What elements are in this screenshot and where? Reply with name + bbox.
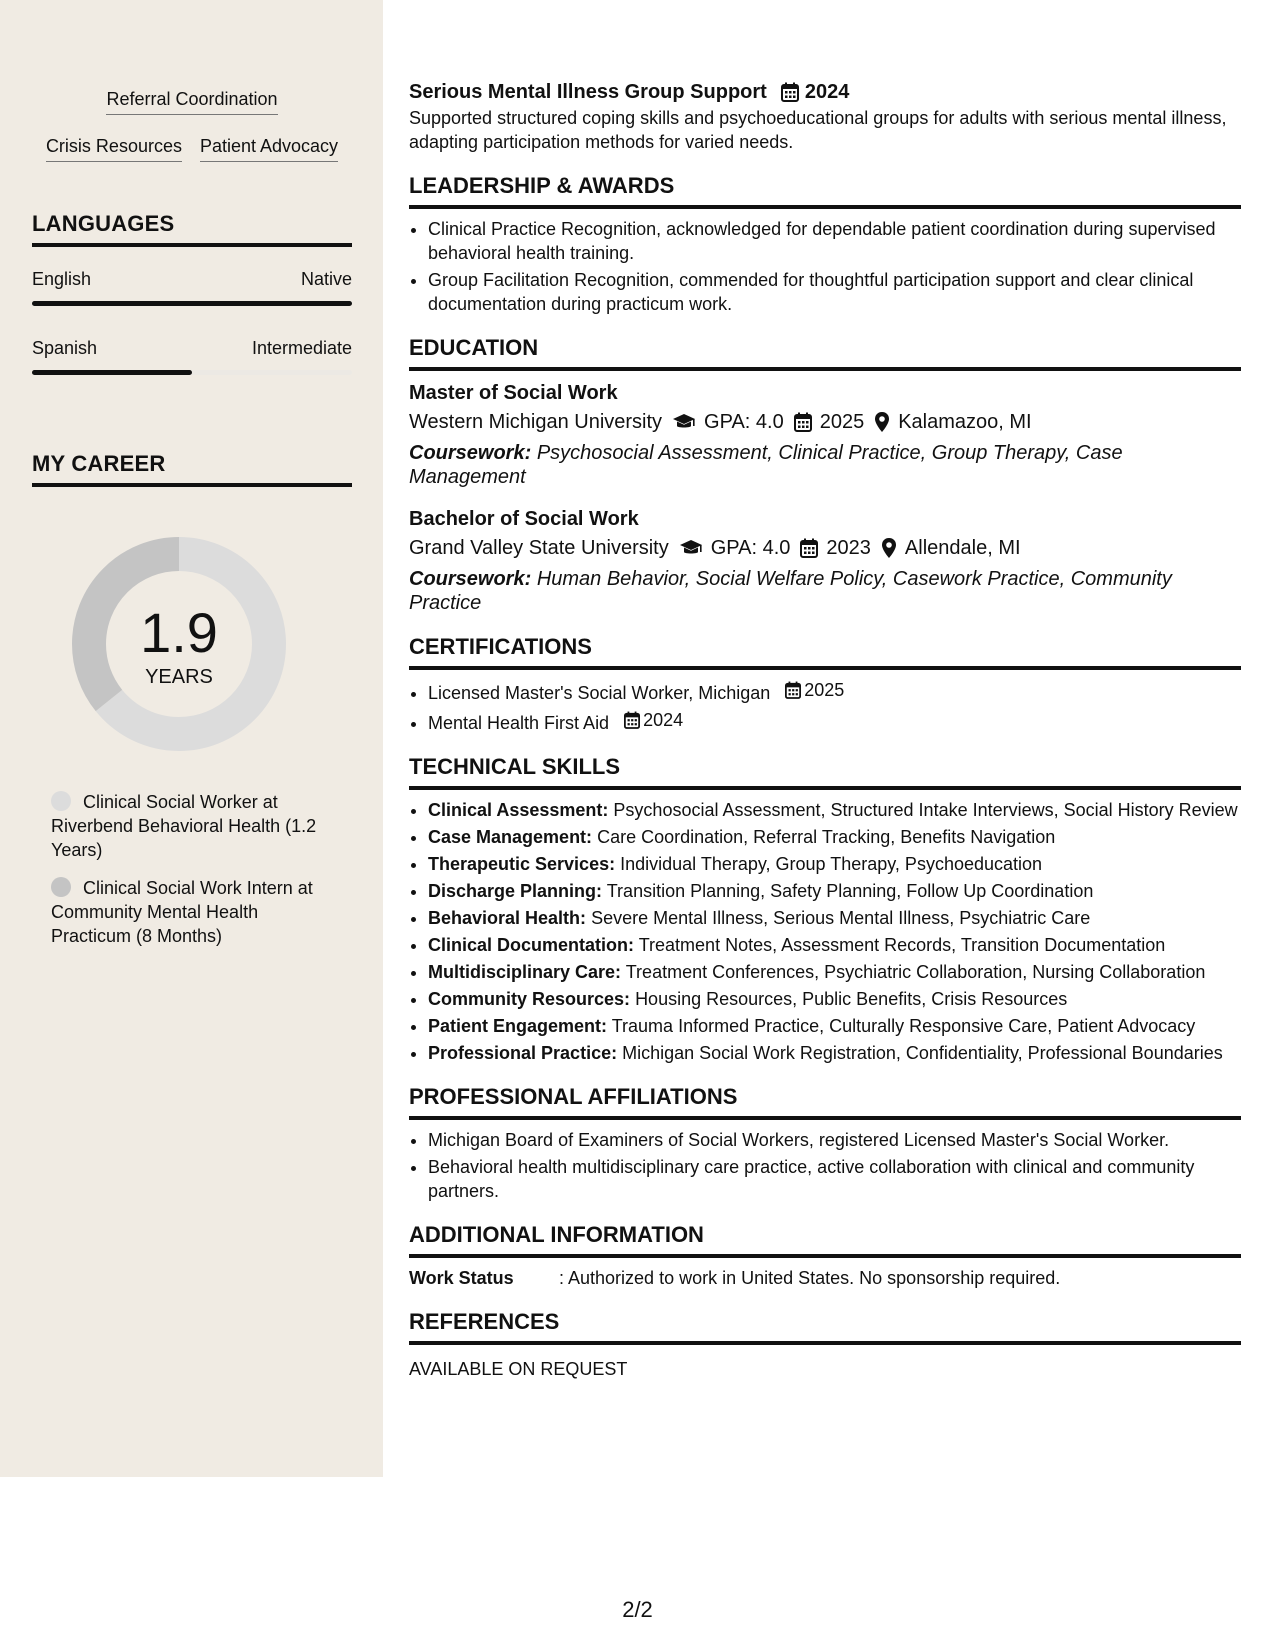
calendar-icon xyxy=(624,711,640,729)
skill-values: Treatment Notes, Assessment Records, Transition Documentation xyxy=(638,935,1166,955)
certification-name: Mental Health First Aid xyxy=(428,713,610,733)
location-pin-icon xyxy=(874,411,890,433)
skill-values: Psychosocial Assessment, Structured Intake Interviews, Social History Review xyxy=(613,800,1238,820)
skill-item xyxy=(428,852,1241,876)
language-name: Spanish xyxy=(32,338,98,358)
certification-name: Licensed Master's Social Worker, Michigan xyxy=(428,683,771,703)
skill-category: Multidisciplinary Care: xyxy=(428,962,622,982)
language-spanish xyxy=(32,337,352,375)
skill-values: Individual Therapy, Group Therapy, Psychoeducation xyxy=(620,854,1043,874)
graduation-cap-icon xyxy=(672,413,696,431)
affiliations-list xyxy=(409,1128,1241,1203)
career-total-unit: YEARS xyxy=(145,666,213,688)
work-status-label: Work Status xyxy=(409,1268,514,1288)
list-item: • Behavioral health multidisciplinary care practice, active collaboration with clinical and community partners. xyxy=(428,1155,1241,1203)
certification-item xyxy=(428,678,1241,705)
skill-category: Professional Practice: xyxy=(428,1043,618,1063)
list-item: • Michigan Board of Examiners of Social Workers, registered Licensed Master's Social Worker. xyxy=(428,1128,1241,1152)
school-name: Western Michigan University xyxy=(409,411,663,433)
skill-category: Clinical Documentation: xyxy=(428,935,635,955)
skill-item xyxy=(428,960,1241,984)
education-meta xyxy=(409,407,1241,437)
career-total-value: 1.9 xyxy=(140,601,218,664)
education-entry xyxy=(409,505,1241,615)
location-pin-icon xyxy=(881,537,897,559)
skill-values: Treatment Conferences, Psychiatric Collaboration, Nursing Collaboration xyxy=(625,962,1206,982)
language-level: Intermediate xyxy=(251,338,352,358)
skill-item xyxy=(428,798,1241,822)
skill-item xyxy=(428,906,1241,930)
skill-tag: Crisis Resources xyxy=(46,135,182,162)
certification-year: 2024 xyxy=(643,710,684,730)
legend-dot-icon xyxy=(51,791,71,811)
skill-category: Case Management: xyxy=(428,827,593,847)
skill-values: Housing Resources, Public Benefits, Crisis Resources xyxy=(635,989,1068,1009)
affiliations-heading: PROFESSIONAL AFFILIATIONS xyxy=(409,1083,1241,1120)
skill-category: Behavioral Health: xyxy=(428,908,587,928)
certifications-list xyxy=(409,678,1241,735)
career-legend-label: Clinical Social Worker at Riverbend Behavioral Health (1.2 Years) xyxy=(51,792,317,860)
gpa: GPA: 4.0 xyxy=(704,411,784,433)
skill-category: Community Resources: xyxy=(428,989,631,1009)
language-proficiency-bar xyxy=(32,370,352,375)
career-legend-item xyxy=(51,876,341,948)
skill-values: Trauma Informed Practice, Culturally Responsive Care, Patient Advocacy xyxy=(611,1016,1196,1036)
skill-values: Michigan Social Work Registration, Confidentiality, Professional Boundaries xyxy=(622,1043,1223,1063)
degree-title: Master of Social Work xyxy=(409,382,618,404)
language-proficiency-fill xyxy=(32,370,192,375)
skill-category: Clinical Assessment: xyxy=(428,800,609,820)
skill-values: Transition Planning, Safety Planning, Follow Up Coordination xyxy=(606,881,1094,901)
skill-tag: Patient Advocacy xyxy=(200,135,338,162)
graduation-year: 2023 xyxy=(826,537,871,559)
school-location: Kalamazoo, MI xyxy=(898,411,1032,433)
leadership-list xyxy=(409,217,1241,316)
skill-tags xyxy=(32,88,352,162)
career-legend-item xyxy=(51,790,341,862)
language-proficiency-fill xyxy=(32,301,352,306)
school-name: Grand Valley State University xyxy=(409,537,669,559)
education-meta xyxy=(409,533,1241,563)
education-entry xyxy=(409,379,1241,489)
language-proficiency-bar xyxy=(32,301,352,306)
skill-item xyxy=(428,1041,1241,1065)
degree-title: Bachelor of Social Work xyxy=(409,508,639,530)
calendar-icon xyxy=(794,412,812,432)
list-item: • Group Facilitation Recognition, commended for thoughtful participation support and clear clinical documentation during practicum work. xyxy=(428,268,1241,316)
certifications-heading: CERTIFICATIONS xyxy=(409,633,1241,670)
coursework-list: Human Behavior, Social Welfare Policy, Casework Practice, Community Practice xyxy=(409,568,1172,614)
career-legend-label: Clinical Social Work Intern at Community Mental Health Practicum (8 Months) xyxy=(51,878,313,946)
additional-info-heading: ADDITIONAL INFORMATION xyxy=(409,1221,1241,1258)
coursework-list: Psychosocial Assessment, Clinical Practice, Group Therapy, Case Management xyxy=(409,442,1123,488)
coursework xyxy=(409,567,1241,615)
certification-year: 2025 xyxy=(804,680,845,700)
project-description: Supported structured coping skills and psychoeducational groups for adults with serious mental illness, adapting participation methods for varied needs. xyxy=(409,108,1227,152)
project-year: 2024 xyxy=(804,81,850,103)
skills-list xyxy=(409,798,1241,1065)
main-content xyxy=(409,78,1241,1381)
graduation-cap-icon xyxy=(679,539,703,557)
skill-item xyxy=(428,879,1241,903)
certification-item xyxy=(428,708,1241,735)
skill-item xyxy=(428,825,1241,849)
page-number: 2/2 xyxy=(622,1597,653,1622)
skill-values: Severe Mental Illness, Serious Mental Illness, Psychiatric Care xyxy=(591,908,1091,928)
career-legend xyxy=(51,790,341,948)
coursework-label: Coursework: xyxy=(409,442,532,464)
coursework-label: Coursework: xyxy=(409,568,532,590)
leadership-heading: LEADERSHIP & AWARDS xyxy=(409,172,1241,209)
graduation-year: 2025 xyxy=(819,411,865,433)
language-level: Native xyxy=(300,269,352,289)
skills-heading: TECHNICAL SKILLS xyxy=(409,753,1241,790)
skill-category: Discharge Planning: xyxy=(428,881,603,901)
references-text: AVAILABLE ON REQUEST xyxy=(409,1359,628,1379)
references-heading: REFERENCES xyxy=(409,1308,1241,1345)
work-status-row xyxy=(409,1266,1241,1290)
skill-item xyxy=(428,1014,1241,1038)
skill-category: Therapeutic Services: xyxy=(428,854,616,874)
coursework xyxy=(409,441,1241,489)
sidebar xyxy=(0,0,383,1477)
skill-category: Patient Engagement: xyxy=(428,1016,608,1036)
skill-values: Care Coordination, Referral Tracking, Benefits Navigation xyxy=(597,827,1056,847)
skill-tag: Referral Coordination xyxy=(106,88,277,115)
gpa: GPA: 4.0 xyxy=(710,537,791,559)
legend-dot-icon xyxy=(51,877,71,897)
work-status-value: : Authorized to work in United States. No sponsorship required. xyxy=(559,1268,1061,1288)
project-title-row xyxy=(409,78,1241,106)
career-heading: MY CAREER xyxy=(32,451,352,487)
skill-item xyxy=(428,987,1241,1011)
school-location: Allendale, MI xyxy=(904,537,1021,559)
language-name: English xyxy=(32,269,92,289)
list-item: • Clinical Practice Recognition, acknowledged for dependable patient coordination during supervised behavioral health training. xyxy=(428,217,1241,265)
education-heading: EDUCATION xyxy=(409,334,1241,371)
calendar-icon xyxy=(785,681,801,699)
languages-heading: LANGUAGES xyxy=(32,211,352,247)
language-english xyxy=(32,268,352,306)
calendar-icon xyxy=(800,538,818,558)
project-title: Serious Mental Illness Group Support xyxy=(409,81,767,103)
calendar-icon xyxy=(781,82,799,102)
skill-item xyxy=(428,933,1241,957)
